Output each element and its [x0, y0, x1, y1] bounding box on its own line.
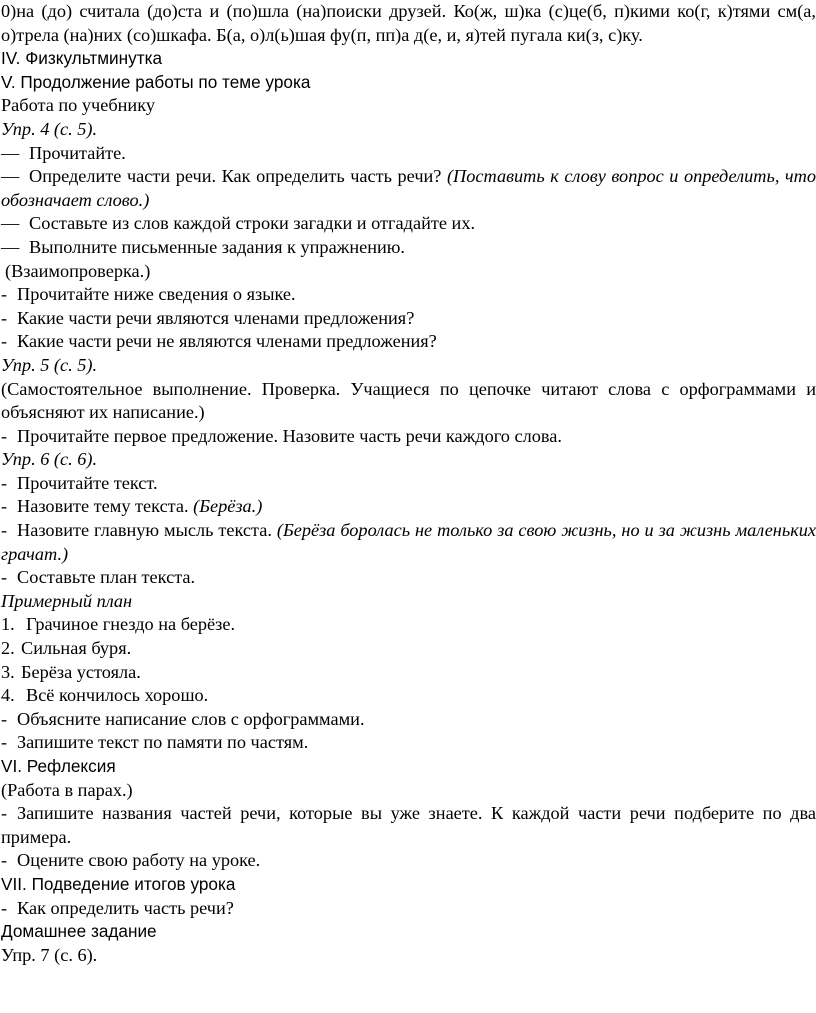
section-4-heading: IV. Физкультминутка [1, 48, 163, 69]
hyphen-marker: - [1, 472, 8, 493]
hyphen-marker: - [1, 307, 8, 328]
em-dash: — [1, 142, 20, 163]
section-7-item-1 [1, 897, 816, 921]
hyphen-marker: - [1, 732, 8, 753]
plan-item [1, 661, 816, 685]
exercise-6-item-1 [1, 472, 816, 496]
hyphen-marker: - [1, 850, 8, 871]
intro-paragraph: 0)на (до) считала (до)ста и (по)шла (на)поиски друзей. Ко(ж, ш)ка (с)це(б, п)кими ко(г, к)тями см(а, о)трела (на)них (со)шкафа. Б(а, о)л(ь)шая фу(п, пп)а д(е, и, я)тей пугала ки(з, с)ку. [1, 1, 816, 45]
hyphen-marker: - [1, 496, 8, 517]
plan-item-text: Всё кончилось хорошо. [26, 685, 209, 706]
hyphen-marker: - [1, 331, 8, 352]
exercise-6-q2-answer: (Берёза.) [193, 496, 263, 517]
section-6-q2: Оцените свою работу на уроке. [17, 850, 261, 871]
homework-heading: Домашнее задание [1, 921, 157, 942]
section-7-heading: VII. Подведение итогов урока [1, 873, 236, 894]
section-6-heading: VI. Рефлексия [1, 756, 116, 776]
homework-text: Упр. 7 (с. 6). [1, 944, 98, 965]
plan-item [1, 684, 816, 708]
plan-item-number: 4. [1, 685, 15, 706]
exercise-6-q3-answer: (Берёза боролась не только за свою жизнь, но и за жизнь маленьких грачат.) [1, 520, 816, 564]
plan-item-number: 1. [1, 614, 15, 635]
plan-item-text: Сильная буря. [21, 638, 132, 659]
exercise-4-ref: Упр. 4 (с. 5). [1, 118, 98, 139]
exercise-4-item-3 [1, 212, 816, 236]
exercise-4-q4: Выполните письменные задания к упражнению. [29, 236, 406, 257]
em-dash: — [1, 166, 20, 187]
hyphen-marker: - [1, 520, 8, 541]
mutual-check-note: (Взаимопроверка.) [5, 260, 151, 281]
exercise-4-item-6 [1, 307, 816, 331]
plan-item-number: 3. [1, 661, 15, 682]
exercise-6-q2: Назовите тему текста. [17, 496, 189, 517]
exercise-4-q6: Какие части речи являются членами предложения? [17, 307, 415, 328]
exercise-6-item-6 [1, 731, 816, 755]
hyphen-marker: - [1, 897, 8, 918]
exercise-6-q6: Запишите текст по памяти по частям. [17, 732, 309, 753]
section-5-heading: V. Продолжение работы по теме урока [1, 71, 311, 92]
exercise-5-item-1 [1, 425, 816, 449]
plan-item-text: Берёза устояла. [21, 661, 141, 682]
hyphen-marker: - [1, 708, 8, 729]
exercise-4-q5: Прочитайте ниже сведения о языке. [17, 284, 296, 305]
hyphen-marker: - [1, 567, 8, 588]
exercise-6-item-2 [1, 495, 816, 519]
exercise-4-item-5 [1, 283, 816, 307]
em-dash: — [1, 236, 20, 257]
pair-work-note: (Работа в парах.) [1, 779, 133, 800]
exercise-4-item-7 [1, 330, 816, 354]
exercise-4-q3: Составьте из слов каждой строки загадки и отгадайте их. [29, 213, 476, 234]
exercise-4-q1: Прочитайте. [29, 142, 126, 163]
exercise-6-item-5 [1, 708, 816, 732]
exercise-5-q1: Прочитайте первое предложение. Назовите часть речи каждого слова. [17, 425, 562, 446]
exercise-6-item-4 [1, 566, 816, 590]
plan-title: Примерный план [1, 590, 133, 611]
exercise-4-q2-note: (Поставить к слову вопрос и определить, что обозначает слово.) [1, 166, 816, 210]
exercise-6-q5: Объясните написание слов с орфограммами. [17, 708, 365, 729]
exercise-5-note: (Самостоятельное выполнение. Проверка. Учащиеся по цепочке читают слова с орфограммами и объясняют их написание.) [1, 378, 816, 423]
hyphen-marker: - [1, 425, 8, 446]
plan-item [1, 637, 816, 661]
exercise-6-q1: Прочитайте текст. [17, 472, 158, 493]
exercise-4-q7: Какие части речи не являются членами предложения? [17, 331, 437, 352]
section-6-item-2 [1, 849, 816, 873]
hyphen-marker: - [1, 803, 8, 824]
exercise-5-ref: Упр. 5 (с. 5). [1, 354, 98, 375]
exercise-6-item-3 [1, 519, 816, 566]
exercise-4-item-1 [1, 142, 816, 166]
exercise-4-item-4 [1, 236, 816, 260]
exercise-6-ref: Упр. 6 (с. 6). [1, 449, 98, 470]
em-dash: — [1, 213, 20, 234]
section-6-item-1 [1, 802, 816, 849]
hyphen-marker: - [1, 284, 8, 305]
section-6-q1: Запишите названия частей речи, которые вы уже знаете. К каждой части речи подберите по два примера. [1, 803, 816, 847]
plan-item-text: Грачиное гнездо на берёзе. [26, 614, 236, 635]
plan-item [1, 613, 816, 637]
plan-item-number: 2. [1, 638, 15, 659]
workbook-label: Работа по учебнику [1, 95, 155, 116]
exercise-6-q4: Составьте план текста. [17, 567, 196, 588]
exercise-6-q3: Назовите главную мысль текста. [17, 520, 272, 541]
exercise-4-item-2 [1, 165, 816, 212]
section-7-q1: Как определить часть речи? [17, 897, 234, 918]
exercise-4-q2: Определите части речи. Как определить часть речи? [29, 166, 442, 187]
